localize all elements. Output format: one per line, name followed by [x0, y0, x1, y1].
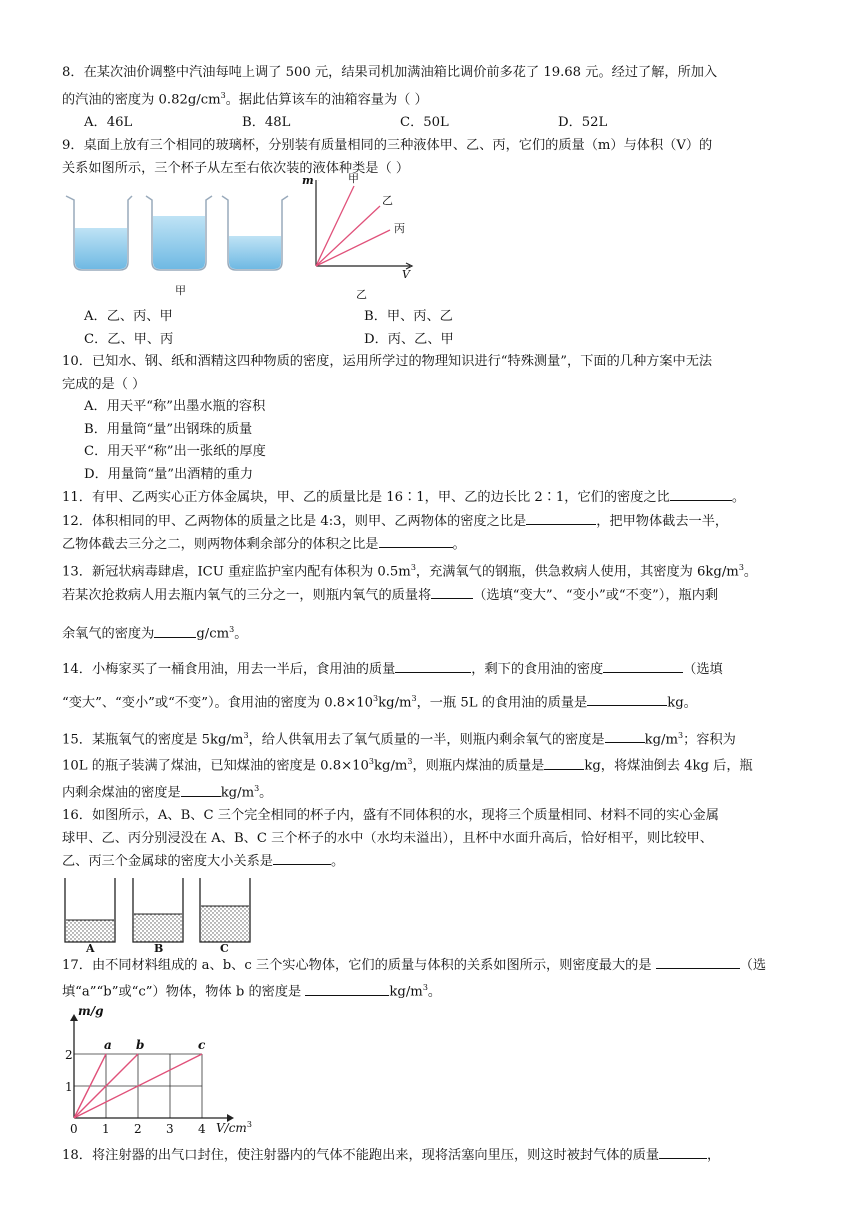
q16-text-c: 乙、丙三个金属球的密度大小关系是 [62, 854, 273, 870]
q17-label-a: a [104, 1038, 112, 1053]
cup-c [200, 878, 250, 942]
q16-answer-blank[interactable] [273, 850, 331, 865]
q15-text-i: 内剩余煤油的密度是 [62, 785, 181, 801]
cup-a-label: A [86, 941, 95, 955]
q12-text-c: 乙物体截去三分之二，则两物体剩余部分的体积之比是 [62, 537, 379, 553]
question-9 [62, 135, 806, 180]
q9-label-jia: 甲 [348, 172, 359, 186]
q9-line-bing [316, 230, 390, 266]
q15-answer-blank-1[interactable] [605, 728, 645, 743]
q10-option-b[interactable]: B．用量筒“量”出钢珠的质量 [84, 421, 253, 437]
q16-figure [62, 874, 806, 954]
q17-label-b: b [136, 1038, 145, 1053]
q15-text-a: 15．某瓶氧气的密度是 5kg/m [62, 731, 244, 747]
cup-c-label: C [220, 941, 229, 955]
q13-answer-blank-1[interactable] [431, 584, 473, 599]
question-16: 16．如图所示，A、B、C 三个完全相同的杯子内，盛有不同体积的水，现将三个质量相同、材料不同的实心金属 球甲、乙、丙分别浸没在 A、B、C 三个杯子的水中（水均未溢出），且杯中水面升高后，恰好相平，则比较甲、 乙、丙三个金属球的密度大小关系是 。 [62, 808, 719, 870]
q17-y-tick-1: 1 [65, 1080, 73, 1095]
question-17: 17．由不同材料组成的 a、b、c 三个实心物体，它们的质量与体积的关系如图所示，则密度最大的是 （选 填“a”“b”或“c”）物体，物体 b 的密度是 $kg/m^3$。 [62, 954, 806, 1004]
question-8: 8．在某次油价调整中汽油每吨上调了 500 元，结果司机加满油箱比调价前多花了 19.68 元。经过了解，所加入 的汽油的密度为 $0.82g/cm^3$。据此估算该车的油箱容量为（ ） [62, 65, 718, 107]
q10-text-b: 完成的是（ ） [62, 376, 146, 392]
q9-text-b: 关系如图所示，三个杯子从左至右依次装的液体种类是（ ） [62, 160, 410, 176]
question-13: 13．新冠状病毒肆虐，ICU 重症监护室内配有体积为 $0.5m^3$，充满氧气的钢瓶，供急救病人使用，其密度为 $6kg/m^3$。 若某次抢救病人用去瓶内氧气的三分之一，则瓶内氧气的质量将 （选填“变大”、“变小”或“不变”），瓶内剩 [62, 562, 758, 603]
question-10 [62, 351, 806, 396]
q17-text-a: 17．由不同材料组成的 a、b、c 三个实心物体，它们的质量与体积的关系如图所示，则密度最大的是 [62, 957, 652, 973]
q13-text-a: 13．新冠状病毒肆虐，ICU 重症监护室内配有体积为 0.5m [62, 564, 411, 580]
q8-text-a: 8．在某次油价调整中汽油每吨上调了 500 元，结果司机加满油箱比调价前多花了 19.68 元。经过了解，所加入 [62, 65, 718, 80]
q8-text-c: 。据此估算该车的油箱容量为（ ） [225, 91, 428, 107]
q17-answer-blank-2[interactable] [305, 981, 389, 996]
q14-text-a: 14．小梅家买了一桶食用油，用去一半后，食用油的质量 [62, 662, 396, 678]
q8-option-b[interactable]: B．48L [242, 115, 291, 131]
cup-b [133, 878, 183, 942]
q17-x-tick-2: 2 [134, 1122, 142, 1137]
q15-answer-blank-3[interactable] [181, 782, 221, 797]
q18-text: 18．将注射器的出气口封住，使注射器内的气体不能跑出来，现将活塞向里压，则这时被封气体的质量 [62, 1148, 660, 1164]
q17-answer-blank-1[interactable] [656, 954, 740, 969]
q9-label-bing: 丙 [394, 222, 405, 236]
q14-answer-blank-2[interactable] [603, 658, 683, 673]
q10-text-a: 10．已知水、钢、纸和酒精这四种物质的密度，运用所学过的物理知识进行“特殊测量”，下面的几种方案中无法 [62, 354, 713, 370]
q17-label-c: c [198, 1038, 206, 1053]
glass-left [66, 196, 132, 270]
q9-line-jia [316, 186, 354, 266]
q17-y-label: m/g [78, 1004, 104, 1019]
question-12: 12．体积相同的甲、乙两物体的质量之比是 4:3，则甲、乙两物体的密度之比是 ，把甲物体截去一半， 乙物体截去三分之二，则两物体剩余部分的体积之比是 。 [62, 510, 806, 557]
q9-caption-left: 甲 [175, 284, 186, 298]
q16-text-a: 16．如图所示，A、B、C 三个完全相同的杯子内，盛有不同体积的水，现将三个质量相同、材料不同的实心金属 [62, 808, 719, 824]
q13-answer-blank-2[interactable] [154, 623, 196, 638]
q9-line-yi [316, 206, 380, 266]
q15-text-e: 10L 的瓶子装满了煤油，已知煤油的密度是 0.8×10 [62, 758, 369, 774]
question-11: 11．有甲、乙两实心正方体金属块，甲、乙的质量比是 16∶1，甲、乙的边长比 2∶1，它们的密度之比 。 [62, 486, 806, 510]
q17-figure [62, 1004, 806, 1144]
q9-options-row2 [62, 329, 806, 352]
q15-answer-blank-2[interactable] [544, 755, 584, 770]
q18-answer-blank[interactable] [659, 1144, 707, 1159]
q17-y-tick-2: 2 [65, 1048, 73, 1063]
q9-option-b[interactable]: B．甲、丙、乙 [364, 309, 453, 325]
q9-text-a: 9．桌面上放有三个相同的玻璃杯，分别装有质量相同的三种液体甲、乙、丙，它们的质量（m）与体积（V）的 [62, 138, 713, 154]
q13-text-f: 余氧气的密度为 [62, 626, 155, 642]
q12-text-a: 12．体积相同的甲、乙两物体的质量之比是 4:3，则甲、乙两物体的密度之比是 [62, 513, 527, 529]
q16-text-b: 球甲、乙、丙分别浸没在 A、B、C 三个杯子的水中（水均未溢出），且杯中水面升高后，恰好相平，则比较甲、 [62, 830, 713, 846]
question-18: 18．将注射器的出气口封住，使注射器内的气体不能跑出来，现将活塞向里压，则这时被封气体的质量 ， [62, 1144, 806, 1168]
q9-option-a[interactable]: A．乙、丙、甲 [84, 309, 173, 325]
q8-option-a[interactable]: A．46L [84, 115, 133, 131]
q8-option-d[interactable]: D．52L [558, 115, 608, 131]
q17-x-label: $V/cm^3$ [216, 1120, 252, 1136]
glass-middle [146, 196, 212, 270]
q12-answer-blank-2[interactable] [379, 533, 453, 548]
q14-text-d: “变大”、“变小”或“不变”）。食用油的密度为 0.8×10 [62, 695, 374, 711]
q11-text: 11．有甲、乙两实心正方体金属块，甲、乙的质量比是 16∶1，甲、乙的边长比 2∶1，它们的密度之比 [62, 490, 670, 506]
q8-option-c[interactable]: C．50L [400, 115, 449, 131]
q9-options-row1 [62, 306, 806, 329]
q9-x-label: V [402, 268, 410, 282]
question-15: 15．某瓶氧气的密度是 $5kg/m^3$，给人供氧用去了氧气质量的一半，则瓶内剩余氧气的密度是 $kg/m^3$；容积为 10L 的瓶子装满了煤油，已知煤油的密度是 $0.8\times 10^3kg/m^3$，则瓶内煤油的质量是 kg，将煤油倒去 4kg 后，瓶 内剩余煤油的密度是 $kg/m^3$。 [62, 725, 806, 806]
q11-answer-blank[interactable] [670, 486, 732, 501]
q13-text-d: 若某次抢救病人用去瓶内氧气的三分之一，则瓶内氧气的质量将 [62, 587, 432, 603]
question-13-cont: 余氧气的密度为 $g/cm^3$。 [62, 619, 806, 646]
q9-option-c[interactable]: C．乙、甲、丙 [84, 331, 174, 347]
q9-label-yi: 乙 [382, 194, 393, 208]
question-14: 14．小梅家买了一桶食用油，用去一半后，食用油的质量 ，剩下的食用油的密度 （选填 [62, 658, 806, 682]
cup-b-label: B [154, 941, 164, 955]
q9-caption-right: 乙 [356, 288, 367, 302]
q10-option-a[interactable]: A．用天平“称”出墨水瓶的容积 [84, 399, 266, 415]
q12-answer-blank-1[interactable] [526, 510, 596, 525]
q17-x-tick-3: 3 [166, 1122, 174, 1137]
q9-y-label: m [302, 174, 314, 188]
q10-option-c[interactable]: C．用天平“称”出一张纸的厚度 [84, 444, 266, 460]
q14-answer-blank-1[interactable] [395, 658, 471, 673]
q8-text-b: 的汽油的密度为 0.82g/cm [62, 91, 221, 107]
q17-x-tick-0: 0 [70, 1122, 78, 1137]
worksheet-page [62, 62, 806, 1168]
q14-answer-blank-3[interactable] [587, 691, 667, 706]
q9-captions [62, 282, 806, 306]
q9-figure [62, 172, 806, 282]
glass-right [222, 196, 288, 270]
cup-a [65, 878, 115, 942]
q17-x-tick-1: 1 [102, 1122, 110, 1137]
q10-option-d[interactable]: D．用量筒“量”出酒精的重力 [84, 466, 254, 482]
q17-text-c: 填“a”“b”或“c”）物体，物体 b 的密度是 [62, 984, 302, 1000]
q9-option-d[interactable]: D．丙、乙、甲 [364, 331, 454, 347]
question-14-cont: “变大”、“变小”或“不变”）。食用油的密度为 $0.8\times 10^3kg/m^3$，一瓶 5L 的食用油的质量是 kg。 [62, 688, 806, 715]
q8-options [62, 111, 806, 135]
q17-x-tick-4: 4 [198, 1122, 206, 1137]
